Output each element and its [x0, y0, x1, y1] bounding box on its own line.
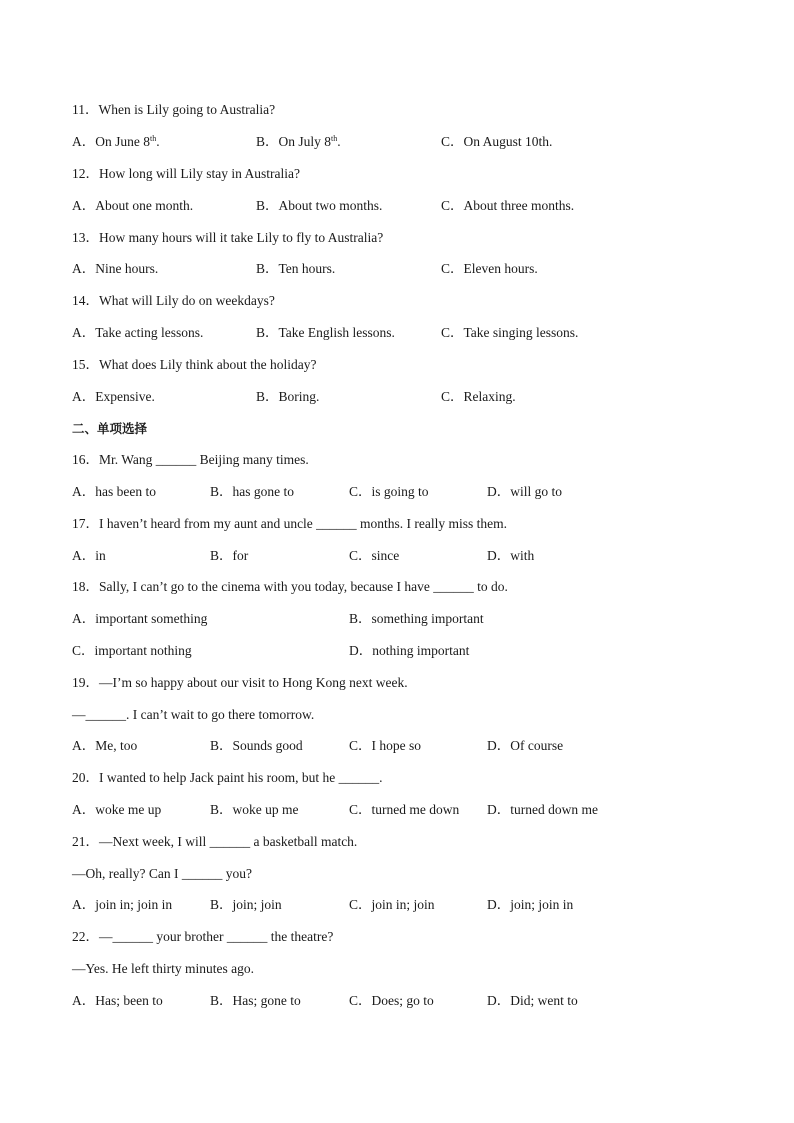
question-16-option-d: D．will go to	[487, 484, 563, 499]
section-title: 二、单项选择	[72, 421, 148, 436]
question-13-option-a: A．Nine hours.	[72, 261, 159, 276]
question-19-option-b: B．Sounds good	[210, 738, 303, 753]
question-21-option-a: A．join in; join in	[72, 897, 173, 912]
question-21-option-d: D．join; join in	[487, 897, 574, 912]
question-18-option-b: B．something important	[349, 611, 484, 626]
question-16-option-b: B．has gone to	[210, 484, 294, 499]
question-21-stem-reply: —Oh, really? Can I ______ you?	[72, 866, 252, 881]
question-20-option-c: C．turned me down	[349, 802, 460, 817]
question-19-option-d: D．Of course	[487, 738, 564, 753]
question-12-stem: 12．How long will Lily stay in Australia?	[72, 166, 300, 181]
question-19-option-a: A．Me, too	[72, 738, 138, 753]
question-18-stem: 18．Sally, I can’t go to the cinema with you today, because I have ______ to do.	[72, 579, 508, 594]
question-18-option-d: D．nothing important	[349, 643, 470, 658]
question-14-option-a: A．Take acting lessons.	[72, 325, 204, 340]
question-19-stem: 19．—I’m so happy about our visit to Hong Kong next week.	[72, 675, 408, 690]
question-16-stem: 16．Mr. Wang ______ Beijing many times.	[72, 452, 309, 467]
question-12-option-b: B．About two months.	[256, 198, 383, 213]
question-14-stem: 14．What will Lily do on weekdays?	[72, 293, 275, 308]
question-19-stem-reply: —______. I can’t wait to go there tomorrow.	[72, 707, 315, 722]
question-16-option-a: A．has been to	[72, 484, 156, 499]
question-20-option-b: B．woke up me	[210, 802, 299, 817]
question-13-stem: 13．How many hours will it take Lily to fly to Australia?	[72, 230, 384, 245]
question-17-option-b: B．for	[210, 548, 249, 563]
question-20-stem: 20．I wanted to help Jack paint his room, but he ______.	[72, 770, 383, 785]
question-17-option-c: C．since	[349, 548, 400, 563]
question-12-option-a: A．About one month.	[72, 198, 194, 213]
question-18-option-c: C．important nothing	[72, 643, 192, 658]
question-22-option-b: B．Has; gone to	[210, 993, 301, 1008]
question-21-option-c: C．join in; join	[349, 897, 435, 912]
question-19-option-c: C．I hope so	[349, 738, 421, 753]
question-14-option-c: C．Take singing lessons.	[441, 325, 579, 340]
question-17-option-d: D．with	[487, 548, 535, 563]
question-22-stem-reply: —Yes. He left thirty minutes ago.	[72, 961, 254, 976]
question-20-option-a: A．woke me up	[72, 802, 162, 817]
question-20-option-d: D．turned down me	[487, 802, 598, 817]
question-22-option-c: C．Does; go to	[349, 993, 434, 1008]
question-16-option-c: C．is going to	[349, 484, 429, 499]
question-15-option-a: A．Expensive.	[72, 389, 155, 404]
question-15-option-c: C．Relaxing.	[441, 389, 516, 404]
question-11-option-a: A．On June 8th.	[72, 134, 160, 149]
question-11-option-b: B．On July 8th.	[256, 134, 341, 149]
question-13-option-b: B．Ten hours.	[256, 261, 336, 276]
question-15-stem: 15．What does Lily think about the holiday?	[72, 357, 317, 372]
question-21-stem: 21．—Next week, I will ______ a basketball match.	[72, 834, 358, 849]
question-18-option-a: A．important something	[72, 611, 208, 626]
question-22-option-a: A．Has; been to	[72, 993, 163, 1008]
question-11-option-c: C．On August 10th.	[441, 134, 553, 149]
question-12-option-c: C．About three months.	[441, 198, 575, 213]
question-22-stem: 22．—______ your brother ______ the theatre?	[72, 929, 334, 944]
question-17-stem: 17．I haven’t heard from my aunt and uncle ______ months. I really miss them.	[72, 516, 508, 531]
question-14-option-b: B．Take English lessons.	[256, 325, 395, 340]
question-22-option-d: D．Did; went to	[487, 993, 578, 1008]
question-15-option-b: B．Boring.	[256, 389, 320, 404]
question-11-stem: 11．When is Lily going to Australia?	[72, 102, 276, 117]
question-13-option-c: C．Eleven hours.	[441, 261, 538, 276]
question-17-option-a: A．in	[72, 548, 106, 563]
question-21-option-b: B．join; join	[210, 897, 282, 912]
